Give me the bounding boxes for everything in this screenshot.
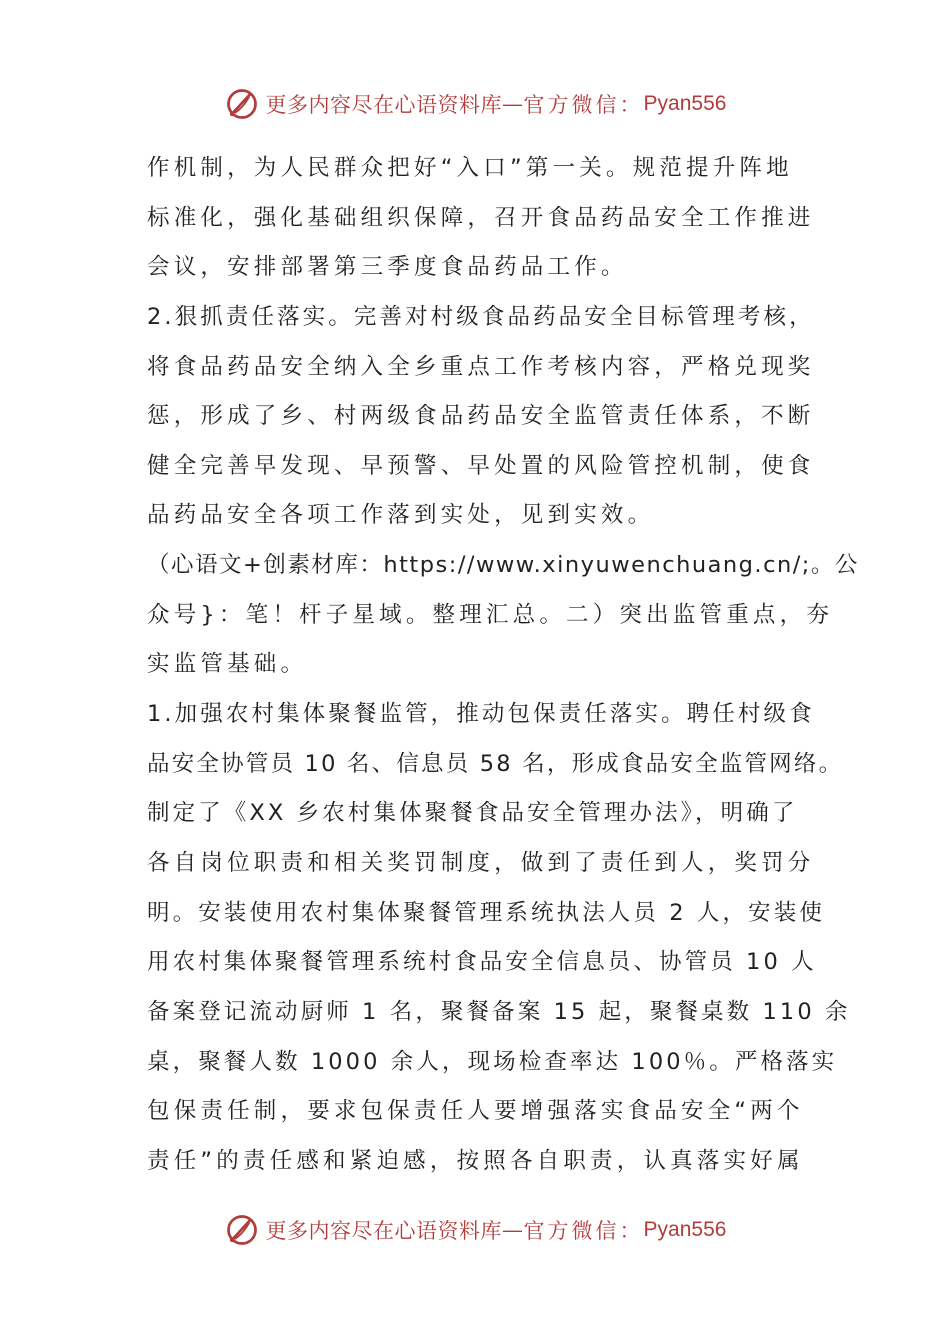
banner-title: 更多内容尽在心语资料库 xyxy=(265,93,503,117)
body-line: 备案登记流动厨师 1 名，聚餐备案 15 起，聚餐桌数 110 余 xyxy=(147,998,851,1025)
pen-logo-icon xyxy=(224,1212,260,1248)
body-line: 将食品药品安全纳入全乡重点工作考核内容，严格兑现奖 xyxy=(147,353,815,380)
body-line: （心语文+创素材库：https://www.xinyuwenchuang.cn/;。公 xyxy=(147,552,859,579)
body-line: 明。安装使用农村集体聚餐管理系统执法人员 2 人，安装使 xyxy=(147,899,825,926)
body-line: 健全完善早发现、早预警、早处置的风险管控机制，使食 xyxy=(147,452,815,479)
banner-wechat-id: Pyan556 xyxy=(643,1218,727,1241)
body-line: 1.加强农村集体聚餐监管，推动包保责任落实。聘任村级食 xyxy=(147,701,815,728)
body-line: 品安全协管员 10 名、信息员 58 名，形成食品安全监管网络。 xyxy=(147,750,844,777)
body-line: 包保责任制，要求包保责任人要增强落实食品安全“两个 xyxy=(147,1098,804,1125)
body-line: 会议，安排部署第三季度食品药品工作。 xyxy=(147,254,628,281)
document-body xyxy=(147,144,859,1186)
banner-separator: — xyxy=(502,1218,524,1242)
body-line: 2.狠抓责任落实。完善对村级食品药品安全目标管理考核， xyxy=(147,303,815,330)
banner-separator: — xyxy=(502,92,524,116)
body-line: 众号}：笔！杆子星域。整理汇总。二）突出监管重点，夯 xyxy=(147,601,834,628)
body-line: 制定了《XX 乡农村集体聚餐食品安全管理办法》，明确了 xyxy=(147,800,798,827)
banner-wechat-label: 官方微信： xyxy=(523,1219,644,1243)
banner-wechat-label: 官方微信： xyxy=(523,93,644,117)
footer-banner xyxy=(0,1210,950,1250)
body-line: 实监管基础。 xyxy=(147,651,308,678)
banner-wechat-id: Pyan556 xyxy=(643,92,727,115)
body-line: 各自岗位职责和相关奖罚制度，做到了责任到人，奖罚分 xyxy=(147,849,815,876)
pen-logo-icon xyxy=(224,86,260,122)
body-line: 作机制，为人民群众把好“入口”第一关。规范提升阵地 xyxy=(147,155,793,181)
body-line: 责任”的责任感和紧迫感，按照各自职责，认真落实好属 xyxy=(147,1147,804,1174)
body-line: 惩，形成了乡、村两级食品药品安全监管责任体系，不断 xyxy=(147,403,815,430)
body-line: 标准化，强化基础组织保障，召开食品药品安全工作推进 xyxy=(147,204,815,231)
body-line: 品药品安全各项工作落到实处，见到实效。 xyxy=(147,502,655,529)
body-line: 用农村集体聚餐管理系统村食品安全信息员、协管员 10 人 xyxy=(147,949,817,976)
banner-title: 更多内容尽在心语资料库 xyxy=(265,1219,503,1243)
body-line: 桌，聚餐人数 1000 余人，现场检查率达 100％。严格落实 xyxy=(147,1048,838,1075)
header-banner xyxy=(0,84,950,124)
